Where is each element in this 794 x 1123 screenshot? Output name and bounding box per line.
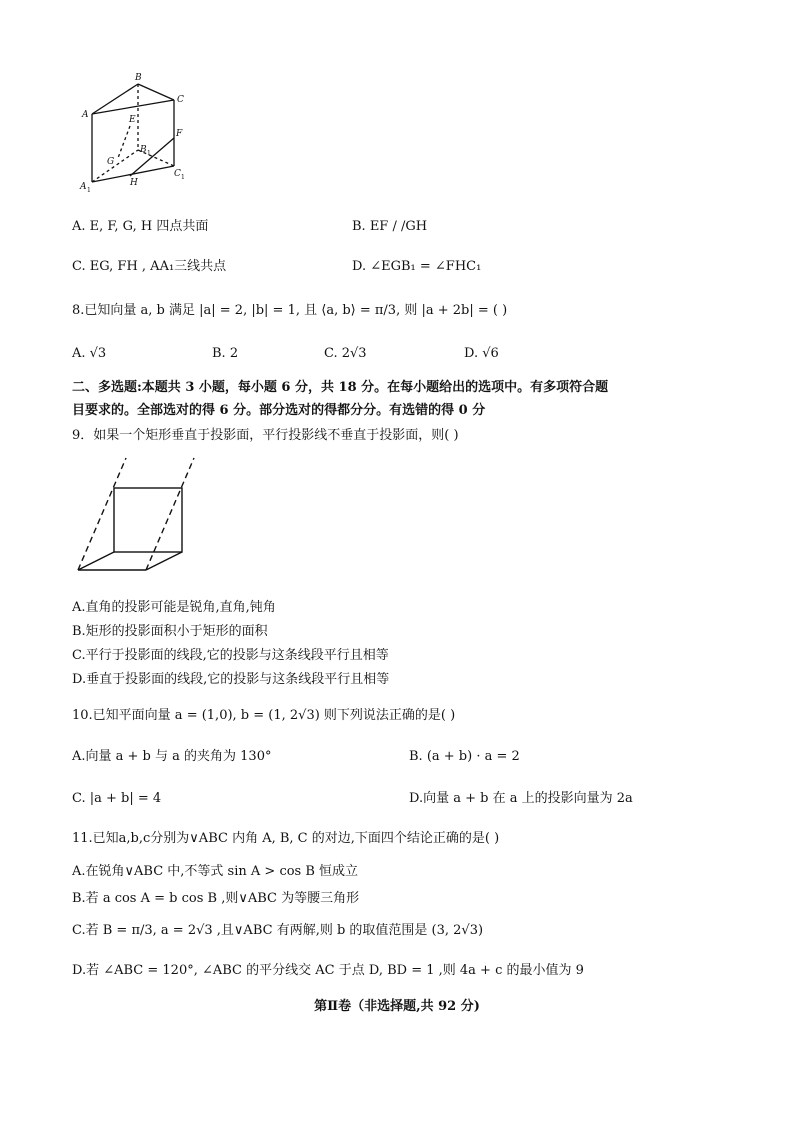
q8-stem: 8.已知向量 a, b 满足 |a| = 2, |b| = 1, 且 ⟨a, b⟩ = π/3, 则 |a + 2b| = ( ) bbox=[72, 303, 508, 318]
label-B1: B bbox=[140, 145, 147, 155]
section2-heading-line1: 二、多选题:本题共 3 小题，每小题 6 分，共 18 分。在每小题给出的选项中。有多项符合题 bbox=[72, 380, 609, 395]
q7-option-b: B. EF / /GH bbox=[352, 219, 428, 234]
q9-option-d: D.垂直于投影面的线段,它的投影与这条线段平行且相等 bbox=[72, 672, 390, 687]
q10-option-a: A.向量 a + b 与 a 的夹角为 130° bbox=[72, 749, 272, 764]
q9-option-a: A.直角的投影可能是锐角,直角,钝角 bbox=[72, 600, 276, 615]
label-C: C bbox=[177, 95, 184, 105]
label-F: F bbox=[176, 129, 183, 139]
q11-option-a: A.在锐角∨ABC 中,不等式 sin A > cos B 恒成立 bbox=[72, 864, 359, 879]
label-H: H bbox=[130, 178, 138, 188]
part2-heading: 第Ⅱ卷（非选择题,共 92 分) bbox=[314, 999, 480, 1014]
section2-heading-line2: 目要求的。全部选对的得 6 分。部分选对的得都分分。有选错的得 0 分 bbox=[72, 403, 486, 418]
prism-figure bbox=[70, 70, 200, 195]
projection-figure bbox=[70, 452, 210, 577]
label-A1: A bbox=[80, 182, 87, 192]
label-B1-sub: 1 bbox=[147, 150, 151, 157]
q7-option-d: D. ∠EGB₁ = ∠FHC₁ bbox=[352, 259, 482, 274]
q10-option-d: D.向量 a + b 在 a 上的投影向量为 2a bbox=[409, 791, 633, 806]
label-C1-sub: 1 bbox=[181, 174, 185, 181]
q10-option-b: B. (a + b) · a = 2 bbox=[409, 749, 520, 764]
label-B: B bbox=[135, 73, 142, 83]
q11-stem: 11.已知a,b,c分别为∨ABC 内角 A, B, C 的对边,下面四个结论正确的是( ) bbox=[72, 831, 500, 846]
q11-option-c: C.若 B = π/3, a = 2√3 ,且∨ABC 有两解,则 b 的取值范围是 (3, 2√3) bbox=[72, 923, 484, 938]
label-A: A bbox=[82, 110, 89, 120]
q8-option-d: D. √6 bbox=[464, 346, 499, 361]
q9-stem: 9．如果一个矩形垂直于投影面，平行投影线不垂直于投影面，则( ) bbox=[72, 428, 459, 443]
q10-stem: 10.已知平面向量 a = (1,0), b = (1, 2√3) 则下列说法正确的是( ) bbox=[72, 708, 456, 723]
q8-option-b: B. 2 bbox=[212, 346, 239, 361]
q9-option-b: B.矩形的投影面积小于矩形的面积 bbox=[72, 624, 268, 639]
label-G: G bbox=[107, 157, 115, 167]
label-C1: C bbox=[174, 169, 181, 179]
label-E: E bbox=[129, 115, 136, 125]
q7-option-a: A. E, F, G, H 四点共面 bbox=[72, 219, 209, 234]
q9-option-c: C.平行于投影面的线段,它的投影与这条线段平行且相等 bbox=[72, 648, 389, 663]
q8-option-c: C. 2√3 bbox=[324, 346, 367, 361]
q11-option-b: B.若 a cos A = b cos B ,则∨ABC 为等腰三角形 bbox=[72, 891, 360, 906]
q8-option-a: A. √3 bbox=[72, 346, 107, 361]
label-A1-sub: 1 bbox=[87, 187, 91, 194]
q11-option-d: D.若 ∠ABC = 120°, ∠ABC 的平分线交 AC 于点 D, BD = 1 ,则 4a + c 的最小值为 9 bbox=[72, 963, 584, 978]
q10-option-c: C. |a + b| = 4 bbox=[72, 791, 162, 806]
q7-option-c: C. EG, FH , AA₁三线共点 bbox=[72, 259, 227, 274]
